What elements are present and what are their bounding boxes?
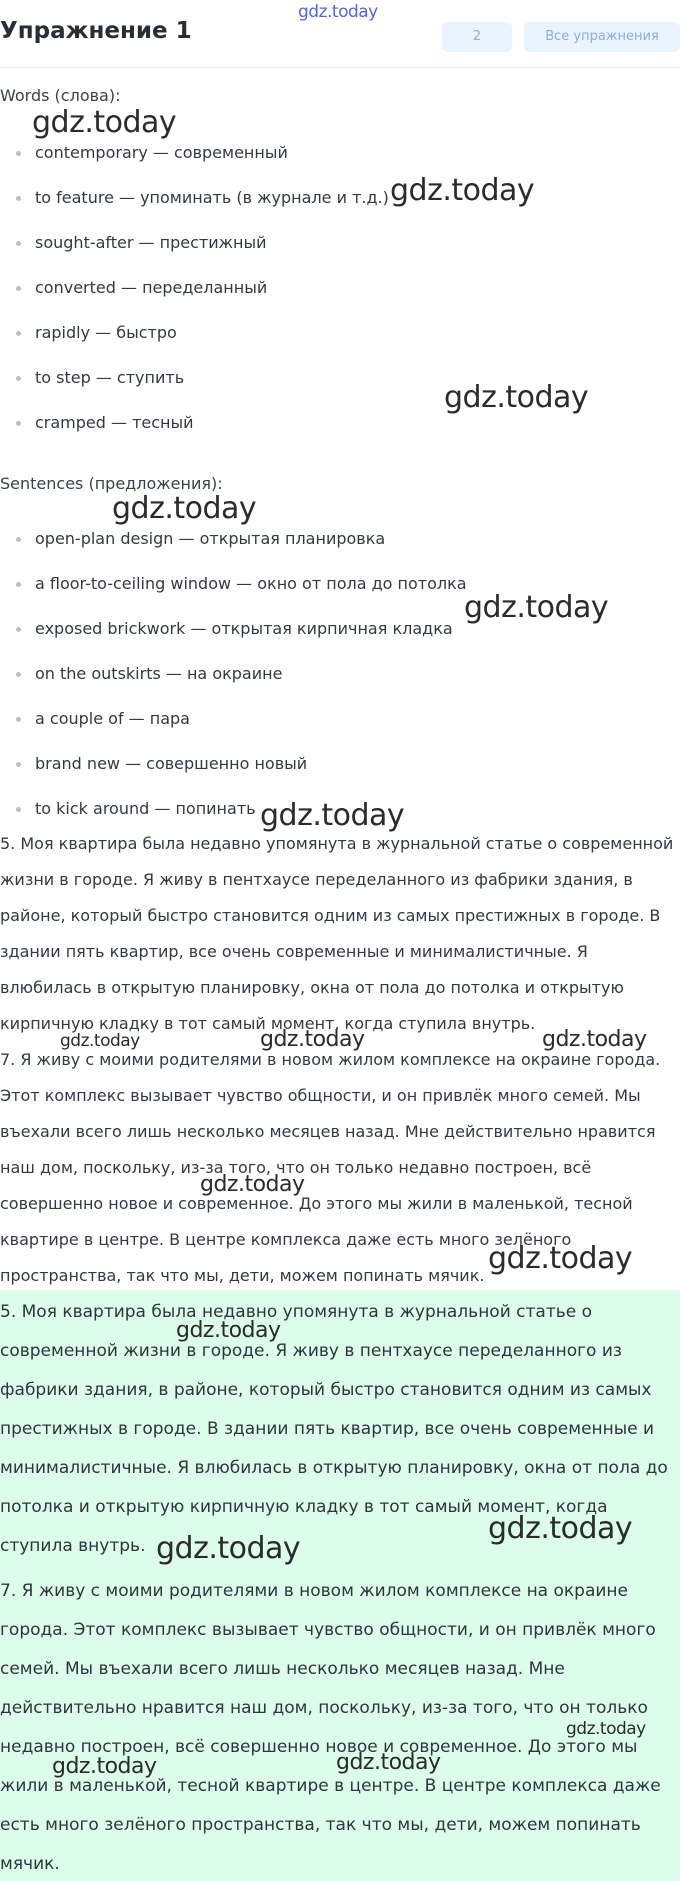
list-item: brand new — совершенно новый <box>0 753 467 798</box>
bullet-icon <box>16 196 21 201</box>
answer-paragraph-5: 5. Моя квартира была недавно упомянута в журнальной статье о современной жизни в городе. Я живу в пентхаусе переделанного из фабрики здания, в районе, который быстро становится одним из самых престижных в городе. В здании пять квартир, все очень современные и минималистичные. Я влюбилась в открытую планировку, окна от пола до потолка и открытую кирпичную кладку в тот самый момент, когда ступила внутрь. <box>0 1302 668 1556</box>
watermark: gdz.today <box>390 173 535 208</box>
bullet-icon <box>16 331 21 336</box>
list-item: converted — переделанный <box>0 277 389 322</box>
watermark: gdz.today <box>464 590 609 625</box>
bullet-icon <box>16 627 21 632</box>
bullet-icon <box>16 717 21 722</box>
watermark: gdz.today <box>542 1027 647 1052</box>
watermark: gdz.today <box>488 1511 633 1546</box>
bullet-icon <box>16 241 21 246</box>
bullet-icon <box>16 582 21 587</box>
all-exercises-button[interactable]: Все упражнения <box>524 22 680 52</box>
list-item: contemporary — современный <box>0 142 389 187</box>
watermark: gdz.today <box>488 1241 633 1276</box>
list-item: to kick around — попинать <box>0 798 467 843</box>
bullet-icon <box>16 421 21 426</box>
bullet-icon <box>16 376 21 381</box>
bullet-icon <box>16 537 21 542</box>
list-item: cramped — тесный <box>0 412 389 457</box>
grade-button[interactable]: 2 <box>442 22 512 52</box>
watermark: gdz.today <box>444 380 589 415</box>
watermark: gdz.today <box>336 1750 441 1775</box>
watermark: gdz.today <box>260 1027 365 1052</box>
list-item: to feature — упоминать (в журнале и т.д.) <box>0 187 389 232</box>
watermark: gdz.today <box>112 491 257 526</box>
watermark: gdz.today <box>60 1031 140 1051</box>
bullet-icon <box>16 672 21 677</box>
list-item: open-plan design — открытая планировка <box>0 528 467 573</box>
page-title: Упражнение 1 <box>0 18 192 44</box>
bullet-icon <box>16 151 21 156</box>
bullet-icon <box>16 286 21 291</box>
translation-paragraph-5: 5. Моя квартира была недавно упомянута в журнальной статье о современной жизни в городе. Я живу в пентхаусе переделанного из фабрики здания, в районе, который быстро становится одним из самых престижных в городе. В здании пять квартир, все очень современные и минималистичные. Я влюбилась в открытую планировку, окна от пола до потолка и открытую кирпичную кладку в тот самый момент, когда ступила внутрь. <box>0 834 674 1033</box>
list-item: rapidly — быстро <box>0 322 389 367</box>
bullet-icon <box>16 762 21 767</box>
list-item: a couple of — пара <box>0 708 467 753</box>
sentences-list <box>0 528 467 843</box>
list-item: to step — ступить <box>0 367 389 412</box>
list-item: a floor-to-ceiling window — окно от пола до потолка <box>0 573 467 618</box>
watermark: gdz.today <box>156 1531 301 1566</box>
site-logo[interactable]: gdz.today <box>298 2 378 22</box>
sentences-heading: Sentences (предложения): <box>0 474 223 493</box>
watermark: gdz.today <box>200 1172 305 1197</box>
list-item: exposed brickwork — открытая кирпичная кладка <box>0 618 467 663</box>
list-item: on the outskirts — на окраине <box>0 663 467 708</box>
words-list <box>0 142 389 457</box>
watermark: gdz.today <box>52 1754 157 1779</box>
translation-paragraph-7: 7. Я живу с моими родителями в новом жилом комплексе на окраине города. Этот комплекс вызывает чувство общности, и он привлёк много семей. Мы въехали всего лишь несколько месяцев назад. Мне действительно нравится наш дом, поскольку, из-за того, что он только недавно построен, всё совершенно новое и современное. До этого мы жили в маленькой, тесной квартире в центре. В центре комплекса даже есть много зелёного пространства, так что мы, дети, можем попинать мячик. <box>0 1050 661 1285</box>
watermark: gdz.today <box>176 1318 281 1343</box>
watermark: gdz.today <box>260 798 405 833</box>
list-item: sought-after — престижный <box>0 232 389 277</box>
answer-paragraph-7: 7. Я живу с моими родителями в новом жилом комплексе на окраине города. Этот комплекс вызывает чувство общности, и он привлёк много семей. Мы въехали всего лишь несколько месяцев назад. Мне действительно нравится наш дом, поскольку, из-за того, что он только недавно построен, всё совершенно новое и современное. До этого мы жили в маленькой, тесной квартире в центре. В центре комплекса даже есть много зелёного пространства, так что мы, дети, можем попинать мячик. <box>0 1581 661 1874</box>
bullet-icon <box>16 807 21 812</box>
words-heading: Words (слова): <box>0 86 121 105</box>
watermark: gdz.today <box>566 1719 646 1739</box>
watermark: gdz.today <box>32 105 177 140</box>
